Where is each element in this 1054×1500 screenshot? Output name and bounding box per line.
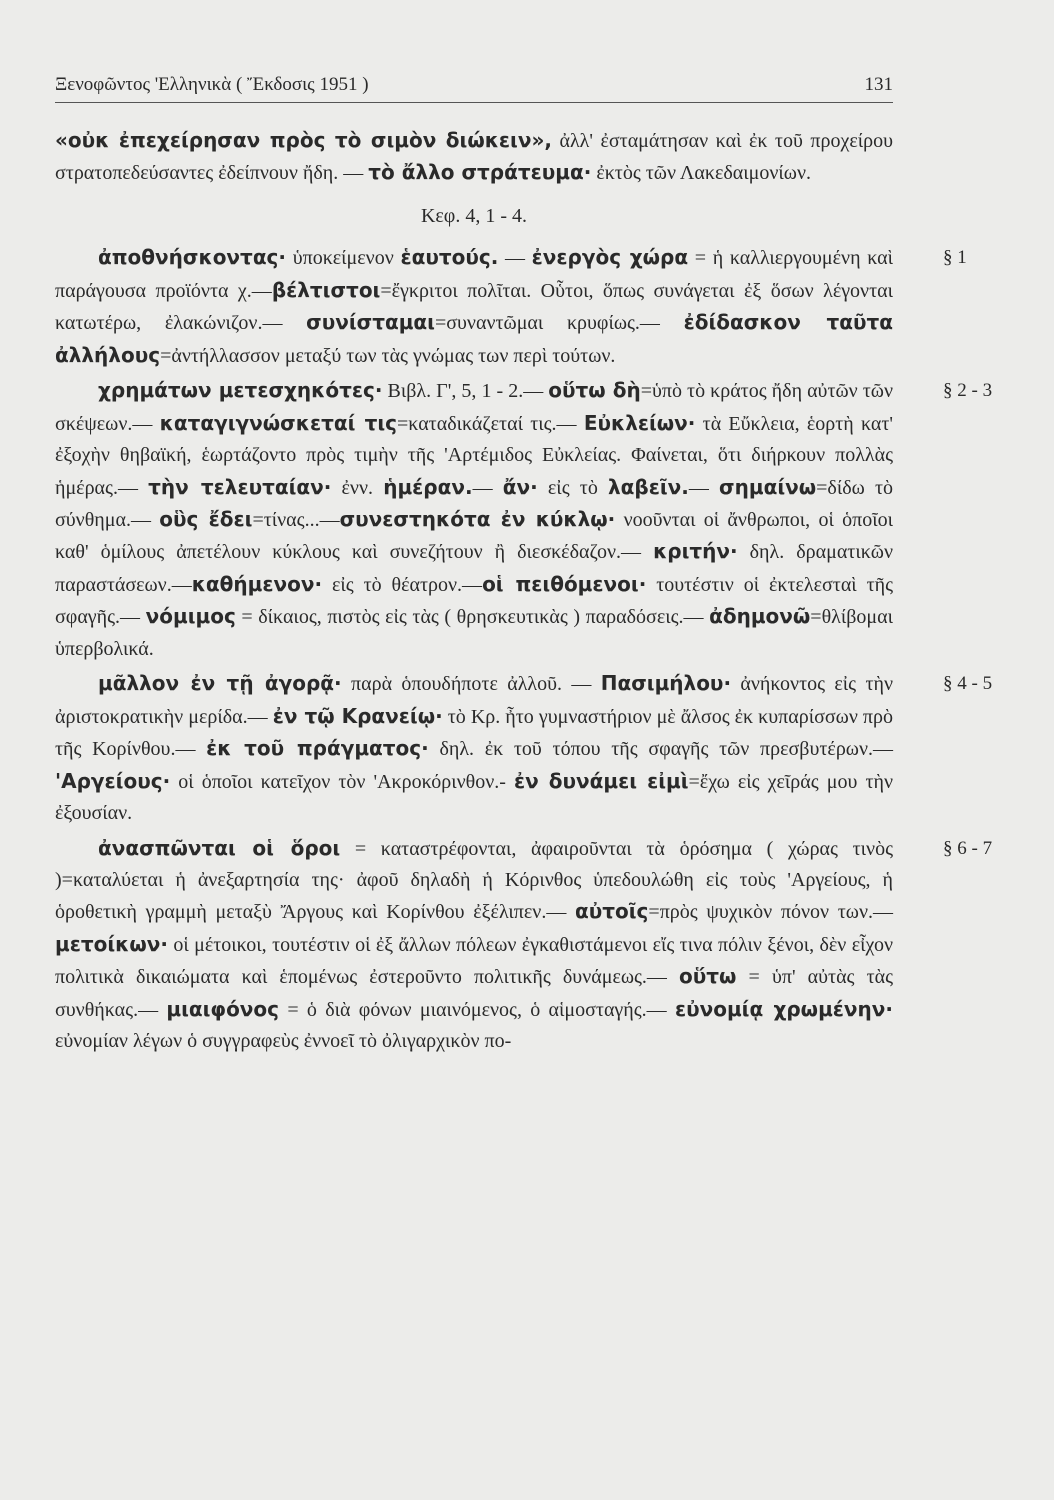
lemma: χρημάτων μετεσχηκότες· [98, 378, 383, 403]
section-paragraph-4 [55, 833, 993, 1058]
running-header [55, 70, 893, 103]
lemma: οὕτω δὴ [548, 378, 641, 403]
gloss: τὸ Κρ. ἦτο γυμναστήριον μὲ ἄλσος ἐκ κυπαρίσσων πρὸ τῆς Κορίνθου.— [55, 705, 893, 761]
lemma: ἑαυτούς. [400, 245, 499, 270]
gloss: =ὑπὸ τὸ κράτος ἤδη αὐτῶν τῶν σκέψεων.— [55, 380, 894, 435]
gloss: =ἀντήλλασσον μεταξύ των τὰς γνώμας των περὶ τούτων. [160, 344, 616, 367]
lemma: ἐν δυνάμει εἰμὶ [514, 768, 689, 793]
lemma: οὓς ἔδει [159, 506, 253, 531]
gloss: =ἔγκριτοι πολῖται. Οὗτοι, ὅπως συνάγεται ἐξ ὅσων λέγονται κατωτέρω, ἐλακώνιζον.— [55, 279, 893, 335]
intro-paragraph [55, 125, 893, 190]
lemma: «οὐκ ἐπεχείρησαν πρὸς τὸ σιμὸν διώκειν», [55, 128, 552, 152]
gloss: εἰς τὸ θέατρον.— [322, 573, 483, 596]
gloss: οἱ ὁποῖοι κατεῖχον τὸν 'Ακροκόρινθον.- [170, 770, 515, 793]
gloss: ἀλλ' ἐσταμάτησαν καὶ ἐκ τοῦ προχείρου στρατοπεδεύσαντες ἐδείπνουν ἤδη. — [55, 130, 893, 185]
lemma: συνεστηκότα ἐν κύκλῳ· [339, 506, 616, 531]
lemma: καθήμενον· [191, 571, 323, 596]
lemma: αὐτοῖς [575, 899, 649, 924]
lemma: ἡμέραν. [383, 474, 473, 499]
lemma: συνίσταμαι [306, 310, 435, 335]
page-number: 131 [864, 74, 893, 95]
gloss: παρὰ ὁπουδήποτε ἀλλοῦ. — [341, 673, 601, 696]
gloss: τουτέστιν οἱ ἐκτελεσταὶ τῆς σφαγῆς.— [55, 573, 893, 629]
lemma: οἱ πειθόμενοι· [482, 571, 647, 596]
lemma: εὐνομίᾳ χρωμένην· [674, 996, 893, 1021]
lemma: μᾶλλον ἐν τῇ ἀγορᾷ· [98, 671, 342, 696]
lemma: κριτήν· [653, 539, 738, 564]
gloss: = καταστρέφονται, ἀφαιροῦνται τὰ ὁρόσημα ( χώρας τινὸς )=καταλύεται ἡ ἀνεξαρτησία της· ἀφοῦ δηλαδὴ ἡ Κόρινθος ὑπεδουλώθη εἰς τοὺς 'Αργείους, ἡ ὁροθετικὴ γραμμὴ μεταξὺ Ἄργους καὶ Κορίνθου ἐξέλιπεν.— [55, 837, 893, 924]
gloss: ἀνήκοντος εἰς τὴν ἀριστοκρατικὴν μερίδα.— [55, 673, 894, 728]
section-paragraph-1 [55, 242, 967, 372]
gloss: δηλ. δραματικῶν παραστάσεων.— [55, 541, 893, 596]
lemma: ἀνασπῶνται οἱ ὅροι [98, 835, 341, 860]
gloss: =θλίβομαι ὑπερβολικά. [55, 606, 893, 660]
lemma: ἀποθνήσκοντας· [98, 245, 287, 270]
gloss: =δίδω τὸ σύνθημα.— [55, 476, 894, 531]
lemma: νόμιμος [145, 604, 236, 629]
gloss: ἐνν. [331, 476, 384, 499]
section-marker: § 6 - 7 [943, 837, 993, 859]
gloss: νοοῦνται οἱ ἄνθρωποι, οἱ ὁποῖοι καθ' ὁμίλους ἀπετέλουν κύκλους καὶ συνεζήτουν ἢ διεσκέδαζον.— [55, 508, 893, 564]
gloss: =καταδικάζεταί τις.— [397, 412, 584, 435]
lemma: ἐνεργὸς χώρα [531, 245, 689, 270]
gloss: εἰς τὸ [537, 476, 608, 499]
gloss: δηλ. ἐκ τοῦ τόπου τῆς σφαγῆς τῶν πρεσβυτέρων.— [428, 738, 894, 761]
lemma: 'Αργείους· [55, 768, 171, 793]
gloss: = δίκαιος, πιστὸς εἰς τὰς ( θρησκευτικὰς ) παραδόσεις.— [235, 606, 710, 629]
gloss: — [472, 476, 503, 499]
lemma: οὕτω [679, 964, 737, 989]
lemma: μετοίκων· [55, 931, 168, 956]
gloss: — [498, 247, 532, 270]
gloss: ὑποκείμενον [286, 247, 401, 270]
gloss: = ὑπ' αὐτὰς τὰς συνθήκας.— [55, 966, 894, 1021]
gloss: =πρὸς ψυχικὸν πόνον των.— [648, 901, 893, 924]
gloss: = ἡ καλλιεργουμένη καὶ παράγουσα προϊόντα χ.— [55, 247, 893, 302]
gloss: Βιβλ. Γ', 5, 1 - 2.— [382, 380, 549, 403]
gloss: = ὁ διὰ φόνων μιαινόμενος, ὁ αἱμοσταγής.— [279, 998, 675, 1021]
section-paragraph-3 [55, 668, 993, 829]
gloss: =συναντῶμαι κρυφίως.— [434, 312, 684, 335]
page-body [55, 125, 993, 1058]
lemma: τὸ ἄλλο στράτευμα· [368, 160, 592, 185]
gloss: ἐκτὸς τῶν Λακεδαιμονίων. [591, 162, 811, 185]
lemma: μιαιφόνος [166, 996, 280, 1021]
lemma: ἐδίδασκον ταῦτα ἀλλήλους [55, 310, 894, 367]
chapter-heading: Κεφ. 4, 1 - 4. [420, 204, 528, 227]
gloss: τὰ Εὔκλεια, ἑορτὴ κατ' ἐξοχὴν θηβαϊκή, ἑωρτάζοντο πρὸς τιμὴν τῆς 'Αρτέμιδος Εὐκλείας. Φαίνεται, ὅτι διήρκουν πολλὰς ἡμέρας.— [55, 412, 894, 499]
gloss: — [688, 476, 720, 499]
lemma: ἄν· [502, 474, 538, 499]
gloss: =τίνας...— [252, 508, 340, 531]
lemma: καταγιγνώσκεταί τις [159, 410, 398, 435]
running-title: Ξενοφῶντος 'Ελληνικὰ ( Ἔκδοσις 1951 ) [55, 74, 369, 95]
lemma: ἀδημονῶ [709, 604, 811, 629]
lemma: ἐκ τοῦ πράγματος· [206, 736, 429, 761]
gloss: εὐνομίαν λέγων ὁ συγγραφεὺς ἐννοεῖ τὸ ὀλιγαρχικὸν πο- [55, 1030, 512, 1053]
lemma: Εὐκλείων· [583, 410, 696, 435]
lemma: Πασιμήλου· [600, 671, 732, 696]
section-marker: § 2 - 3 [943, 380, 993, 402]
lemma: ἐν τῷ Κρανείῳ· [272, 703, 443, 728]
section-marker: § 4 - 5 [943, 673, 993, 695]
section-marker: § 1 [943, 247, 967, 269]
lemma: σημαίνω [719, 474, 817, 499]
gloss: =ἔχω εἰς χεῖράς μου τὴν ἐξουσίαν. [55, 770, 893, 825]
lemma: τὴν τελευταίαν· [148, 474, 332, 499]
lemma: λαβεῖν. [608, 474, 689, 499]
lemma: βέλτιστοι [271, 277, 381, 302]
gloss: οἱ μέτοικοι, τουτέστιν οἱ ἐξ ἄλλων πόλεων ἐγκαθιστάμενοι εἴς τινα πόλιν ξένοι, δὲν εἶχον πολιτικὰ δικαιώματα καὶ ἑπομένως ἐστεροῦντο πολιτικῆς δυνάμεως.— [55, 933, 893, 989]
section-paragraph-2 [55, 375, 993, 665]
